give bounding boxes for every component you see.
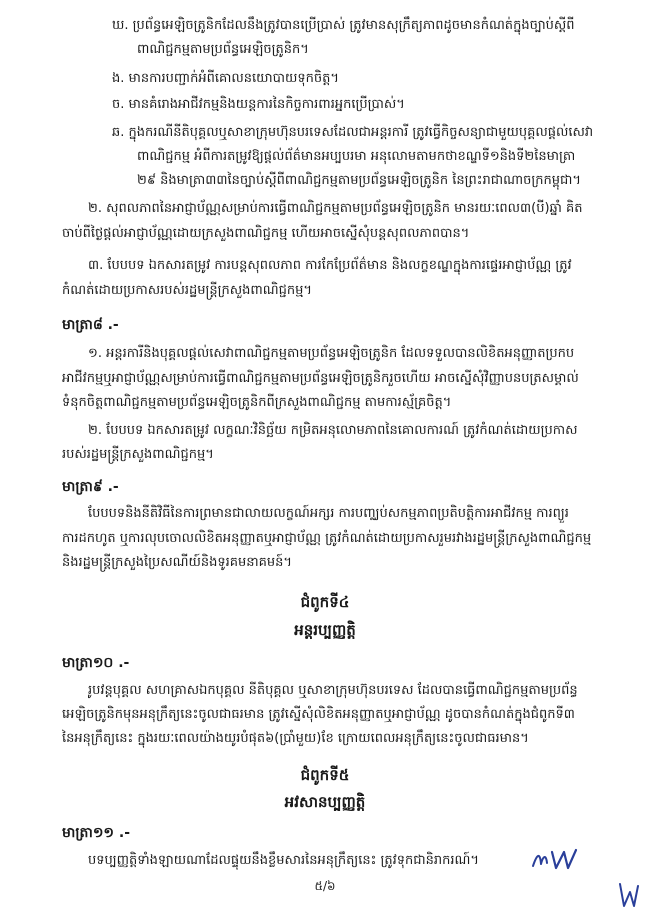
- paragraph-2-line-1: ២. សុពលភាពនៃអាជ្ញាប័ណ្ណសម្រាប់ការធ្វើពាណិជ្ជកម្មតាមប្រព័ន្ធអេឡិចត្រូនិក មានរយៈពេល៣(បី)ឆ្នាំ គិត: [88, 201, 583, 216]
- article-10-line-3: នៃអនុក្រឹត្យនេះ ក្នុងរយៈពេលយ៉ាងយូរបំផុត៦(ប្រាំមួយ)ខែ ក្រោយពេលអនុក្រឹត្យនេះចូលជាធរមាន។: [62, 731, 529, 746]
- paragraph-2-line-2: ចាប់ពីថ្ងៃផ្ដល់អាជ្ញាប័ណ្ណដោយក្រសួងពាណិជ្ជកម្ម ហើយអាចស្នើសុំបន្តសុពលភាពបាន។: [62, 226, 470, 241]
- corner-initial-mark-icon: [616, 880, 640, 910]
- article-8-para-1-line-1: ១. អន្តរការីនិងបុគ្គលផ្ដល់សេវាពាណិជ្ជកម្មតាមប្រព័ន្ធអេឡិចត្រូនិក ដែលទទួលបានលិខិតអនុញ្ញាតប្រកប: [88, 346, 575, 361]
- article-11-heading: មាត្រា១១ .-: [62, 825, 131, 841]
- article-10-line-2: អេឡិចត្រូនិកមុនអនុក្រឹត្យនេះចូលជាធរមាន ត្រូវស្នើសុំលិខិតអនុញ្ញាតឬអាជ្ញាប័ណ្ណ ដូចបានកំណត់ក្នុងជំពូកទី៣: [62, 707, 575, 722]
- article-9-line-3: និងរដ្ឋមន្ត្រីក្រសួងប្រៃសណីយ៍និងទូរគមនាគមន៍។: [62, 555, 292, 570]
- article-9-heading: មាត្រា៩ .-: [62, 479, 119, 495]
- list-item-chho-line-1: ឆ. ក្នុងករណីនីតិបុគ្គលឬសាខាក្រុមហ៊ុនបរទេសដែលជាអន្តរការី ត្រូវធ្វើកិច្ចសន្យាជាមួយបុគ្គលផ្ដល់សេវា: [112, 125, 594, 140]
- list-item-chho-line-3: ២៩ និងមាត្រា៣៣នៃច្បាប់ស្ដីពីពាណិជ្ជកម្មតាមប្រព័ន្ធអេឡិចត្រូនិក នៃព្រះរាជាណាចក្រកម្ពុជា។: [137, 173, 581, 188]
- list-item-kho-line-2: ពាណិជ្ជកម្មតាមប្រព័ន្ធអេឡិចត្រូនិក។: [137, 42, 309, 57]
- chapter-5-title: អវសានប្បញ្ញត្តិ: [284, 793, 366, 811]
- list-item-kho-line-1: ឃ. ប្រព័ន្ធអេឡិចត្រូនិកដែលនឹងត្រូវបានប្រើប្រាស់ ត្រូវមានសុក្រឹត្យភាពដូចមានកំណត់ក្នុងច្បាប់ស្ដីពី: [112, 18, 575, 33]
- list-item-ngo: ង. មានការបញ្ជាក់អំពីគោលនយោបាយទុកចិត្ត។: [112, 71, 340, 86]
- list-item-cho: ច. មានគំរោងអាជីវកម្មនិងយន្តការនៃកិច្ចការពារអ្នកប្រើប្រាស់។: [112, 97, 405, 112]
- paragraph-3-line-2: កំណត់ដោយប្រកាសរបស់រដ្ឋមន្ត្រីក្រសួងពាណិជ្ជកម្ម។: [62, 283, 312, 298]
- page-number: ៥/៦: [314, 879, 336, 893]
- article-9-line-1: បែបបទនិងនីតិវិធីនៃការព្រមានជាលាយលក្ខណ៍អក្សរ ការបញ្ឈប់សកម្មភាពប្រតិបត្តិការអាជីវកម្ម ការព្យួរ: [88, 506, 569, 521]
- article-11-line-1: បទប្បញ្ញត្តិទាំងឡាយណាដែលផ្ទុយនឹងខ្លឹមសារនៃអនុក្រឹត្យនេះ ត្រូវទុកជានិរាករណ៍។: [88, 853, 479, 868]
- article-8-para-2-line-1: ២. បែបបទ ឯកសារតម្រូវ លក្ខណៈវិនិច្ឆ័យ កម្រិតអនុលោមភាពនៃគោលការណ៍ ត្រូវកំណត់ដោយប្រកាស: [88, 423, 578, 438]
- article-8-heading: មាត្រា៨ .-: [62, 317, 119, 333]
- chapter-5-number: ជំពូកទី៥: [300, 766, 350, 784]
- article-10-line-1: រូបវន្តបុគ្គល សហគ្រាសឯកបុគ្គល នីតិបុគ្គល ឬសាខាក្រុមហ៊ុនបរទេស ដែលបានធ្វើពាណិជ្ជកម្មតាមប្រព័ន្ធ: [88, 683, 578, 698]
- article-10-heading: មាត្រា១០ .-: [62, 655, 130, 671]
- article-8-para-2-line-2: របស់រដ្ឋមន្ត្រីក្រសួងពាណិជ្ជកម្ម។: [62, 447, 214, 462]
- article-9-line-2: ការដកហូត ឬការលុបចោលលិខិតអនុញ្ញាតឬអាជ្ញាប័ណ្ណ ត្រូវកំណត់ដោយប្រកាសរួមរវាងរដ្ឋមន្ត្រីក្រសួងពាណិជ្ជកម្ម: [62, 531, 592, 546]
- chapter-4-title: អន្តរប្បញ្ញត្តិ: [294, 621, 356, 639]
- handwritten-initials-icon: [530, 846, 580, 872]
- article-8-para-1-line-2: អាជីវកម្មឬអាជ្ញាប័ណ្ណសម្រាប់ការធ្វើពាណិជ្ជកម្មតាមប្រព័ន្ធអេឡិចត្រូនិករួចហើយ អាចស្នើសុំវិញ្ញាបនបត្រសម្គាល់: [62, 371, 579, 386]
- list-item-chho-line-2: ពាណិជ្ជកម្ម អំពីការតម្រូវឱ្យផ្ដល់ព័ត៌មានអប្បបរមា អនុលោមតាមកថាខណ្ឌទី១និងទី២នៃមាត្រា: [137, 149, 576, 164]
- paragraph-3-line-1: ៣. បែបបទ ឯកសារតម្រូវ ការបន្តសុពលភាព ការកែប្រែព័ត៌មាន និងលក្ខខណ្ឌក្នុងការផ្ទេរអាជ្ញាប័ណ្ណ ត្រូវ: [88, 258, 572, 273]
- article-8-para-1-line-3: ទំនុកចិត្តពាណិជ្ជកម្មតាមប្រព័ន្ធអេឡិចត្រូនិកពីក្រសួងពាណិជ្ជកម្ម តាមការស្ម័គ្រចិត្ត។: [62, 395, 452, 410]
- chapter-4-number: ជំពូកទី៤: [300, 593, 350, 611]
